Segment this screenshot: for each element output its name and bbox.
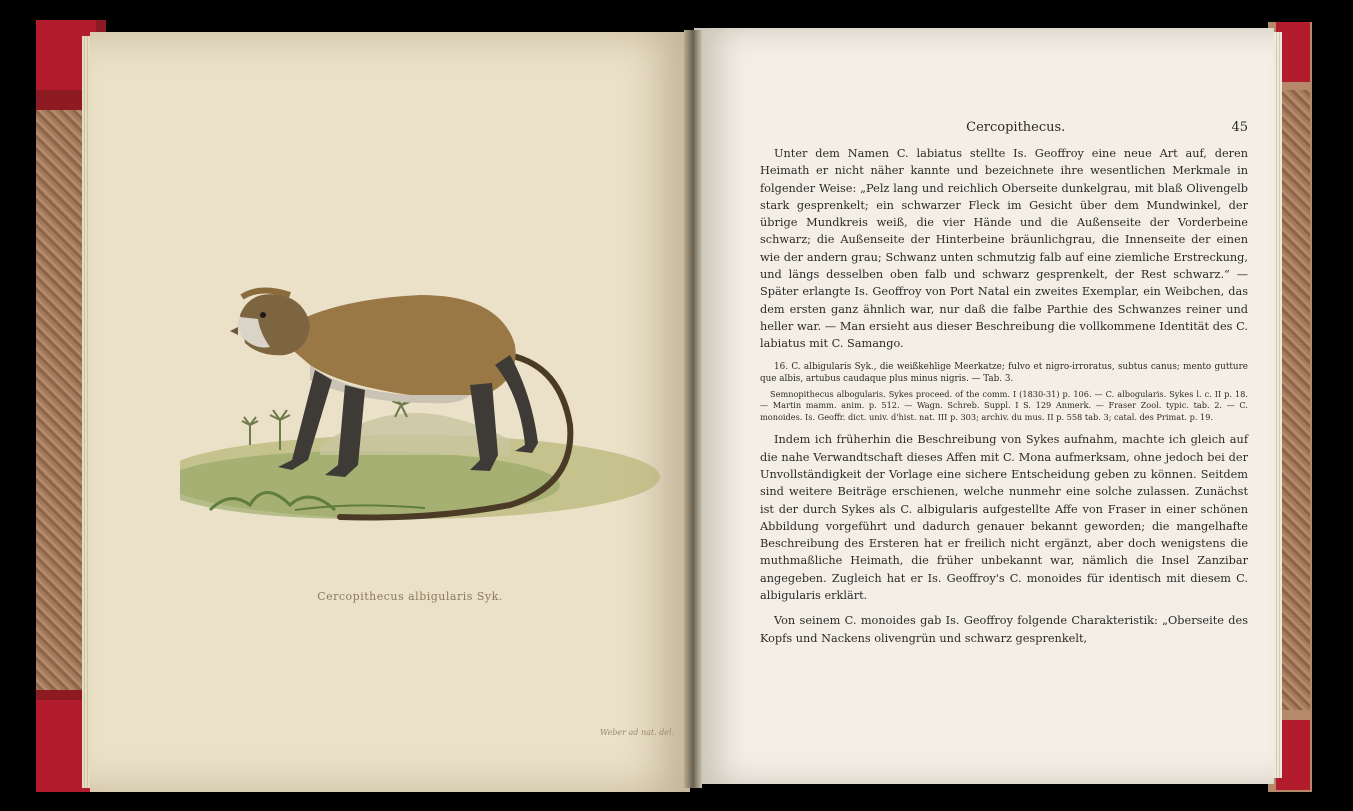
marbled-board-right (1282, 90, 1310, 710)
page-number: 45 (1231, 120, 1248, 135)
synonymy-block: Semnopithecus albogularis. Sykes proceed. of the comm. I (1830-31) p. 106. — C. albogularis. Sykes l. c. II p. 18. — Martin mamm. anim. p. 512. — Wagn. Schreb. Suppl. I S. 129 Anmerk. — Fraser Zool. typic. tab. 2. — C. monoides. Is. Geoffr. dict. univ. d'hist. nat. III p. 303; archiv. du mus. II p. 558 tab. 3; catal. des Primat. p. 19. (760, 388, 1248, 422)
marbled-board-left (36, 110, 86, 690)
paragraph-albigularis: Indem ich früherhin die Beschreibung von Sykes aufnahm, machte ich gleich auf die nahe Verwandtschaft dieses Affen mit C. Mona aufmerksam, ohne jedoch bei der Unvollständigkeit der Vorlage eine sichere Entscheidung geben zu können. Seitdem sind weitere Beiträge erschienen, welche nunmehr eine solche zulassen. Zunächst ist der durch Sykes als C. albigularis aufgestellte Affe von Fraser in einer schönen Abbildung vorgeführt und dadurch genauer bekannt geworden; die mangelhafte Beschreibung des Ersteren hat er freilich nicht ergänzt, aber doch wenigstens die muthmaßliche Heimath, die früher unbekannt war, nämlich die Insel Zanzibar angegeben. Zugleich hat er Is. Geoffroy's C. monoides für identisch mit diesem C. albigularis erklärt. (760, 433, 1248, 603)
monkey-illustration (180, 255, 680, 545)
book-gutter (684, 30, 702, 788)
running-header (760, 120, 1248, 135)
text-column (760, 120, 1248, 647)
species-heading: 16. C. albigularis Syk., die weißkehlige Meerkatze; fulvo et nigro-irroratus, subtus canus; mento gutture que albis, artubus caudaque plus minus nigris. — Tab. 3. (760, 361, 1248, 384)
plate-caption: Cercopithecus albigularis Syk. (317, 590, 503, 603)
paragraph-labiatus: Unter dem Namen C. labiatus stellte Is. Geoffroy eine neue Art auf, deren Heimath er nicht näher kannte und bezeichnete ihre wesentlichen Merkmale in folgender Weise: „Pelz lang und reichlich Oberseite dunkelgrau, mit blaß Olivengelb stark gesprenkelt; ein schwarzer Fleck im Gesicht über dem Mundwinkel, der übrige Mundkreis weiß, die vier Hände und die Außenseite der Vorderbeine schwarz; die Außenseite der Hinterbeine bräunlichgrau, die Innenseite der einen wie der andern grau; Schwanz unten schmutzig falb auf eine ziemliche Erstreckung, und längs desselben oben falb und schwarz gesprenkelt, der Rest schwarz.“ — Später erlangte Is. Geoffroy von Port Natal ein zweites Exemplar, ein Weibchen, das dem ersten ganz ähnlich war, nur daß die falbe Parthie des Schwanzes reiner und heller war. — Man ersieht aus dieser Beschreibung die vollkommene Identität des C. labiatus mit C. Samango. (760, 147, 1248, 351)
plate-artist-credit: Weber ad nat. del. (600, 728, 675, 737)
paragraph-monoides: Von seinem C. monoides gab Is. Geoffroy folgende Charakteristik: „Oberseite des Kopfs und Nackens olivengrün und schwarz gesprenkelt, (760, 614, 1248, 645)
running-title: Cercopithecus. (966, 120, 1066, 135)
